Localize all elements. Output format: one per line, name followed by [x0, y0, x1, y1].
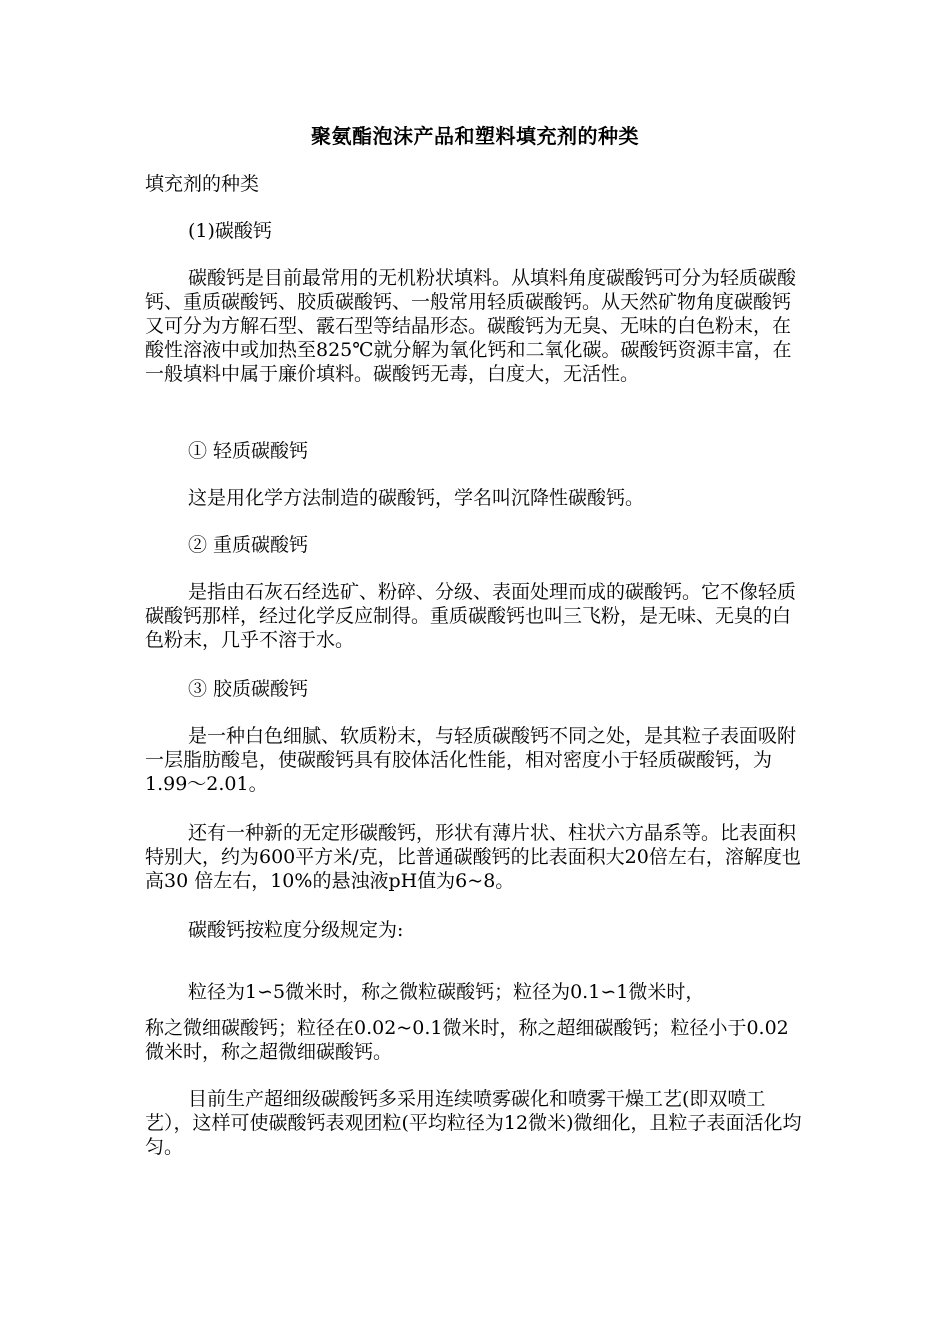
paragraph-light-calcium-carbonate: 这是用化学方法制造的碳酸钙，学名叫沉降性碳酸钙。	[188, 487, 645, 509]
paragraph-amorphous-calcium-carbonate: 还有一种新的无定形碳酸钙，形状有薄片状、柱状六方晶系等。比表面积特别大，约为600平方米/克，比普通碳酸钙的比表面积大20倍左右，溶解度也高30 倍左右，10%的悬浊液pH值为6~8。	[145, 822, 801, 892]
paragraph-calcium-carbonate-intro: 碳酸钙是目前最常用的无机粉状填料。从填料角度碳酸钙可分为轻质碳酸钙、重质碳酸钙、胶质碳酸钙、一般常用轻质碳酸钙。从天然矿物角度碳酸钙又可分为方解石型、霰石型等结晶形态。碳酸钙为无臭、无味的白色粉末，在酸性溶液中或加热至825℃就分解为氧化钙和二氧化碳。碳酸钙资源丰富，在一般填料中属于廉价填料。碳酸钙无毒，白度大，无活性。	[145, 267, 797, 385]
paragraph-ultrafine-production: 目前生产超细级碳酸钙多采用连续喷雾碳化和喷雾干燥工艺(即双喷工艺），这样可使碳酸钙表观团粒(平均粒径为12微米)微细化，且粒子表面活化均匀。	[145, 1088, 802, 1158]
list-item-colloidal-calcium-carbonate: ③ 胶质碳酸钙	[188, 678, 309, 700]
subsection-heading: (1)碳酸钙	[188, 220, 272, 242]
paragraph-particle-size-line1: 粒径为1∽5微米时，称之微粒碳酸钙；粒径为0.1∽1微米时，	[188, 981, 705, 1003]
list-item-heavy-calcium-carbonate: ② 重质碳酸钙	[188, 534, 309, 556]
paragraph-particle-size-grading: 碳酸钙按粒度分级规定为:	[188, 919, 404, 941]
section-heading: 填充剂的种类	[145, 173, 260, 195]
document-title: 聚氨酯泡沫产品和塑料填充剂的种类	[311, 124, 639, 148]
list-item-light-calcium-carbonate: ① 轻质碳酸钙	[188, 440, 309, 462]
paragraph-heavy-calcium-carbonate: 是指由石灰石经选矿、粉碎、分级、表面处理而成的碳酸钙。它不像轻质碳酸钙那样，经过化学反应制得。重质碳酸钙也叫三飞粉，是无味、无臭的白色粉末，几乎不溶于水。	[145, 581, 797, 651]
paragraph-colloidal-calcium-carbonate: 是一种白色细腻、软质粉末，与轻质碳酸钙不同之处，是其粒子表面吸附一层脂肪酸皂，使碳酸钙具有胶体活化性能，相对密度小于轻质碳酸钙，为 1.99～2.01。	[145, 725, 797, 795]
paragraph-particle-size-line2: 称之微细碳酸钙；粒径在0.02~0.1微米时，称之超细碳酸钙；粒径小于0.02微米时，称之超微细碳酸钙。	[145, 1017, 789, 1063]
